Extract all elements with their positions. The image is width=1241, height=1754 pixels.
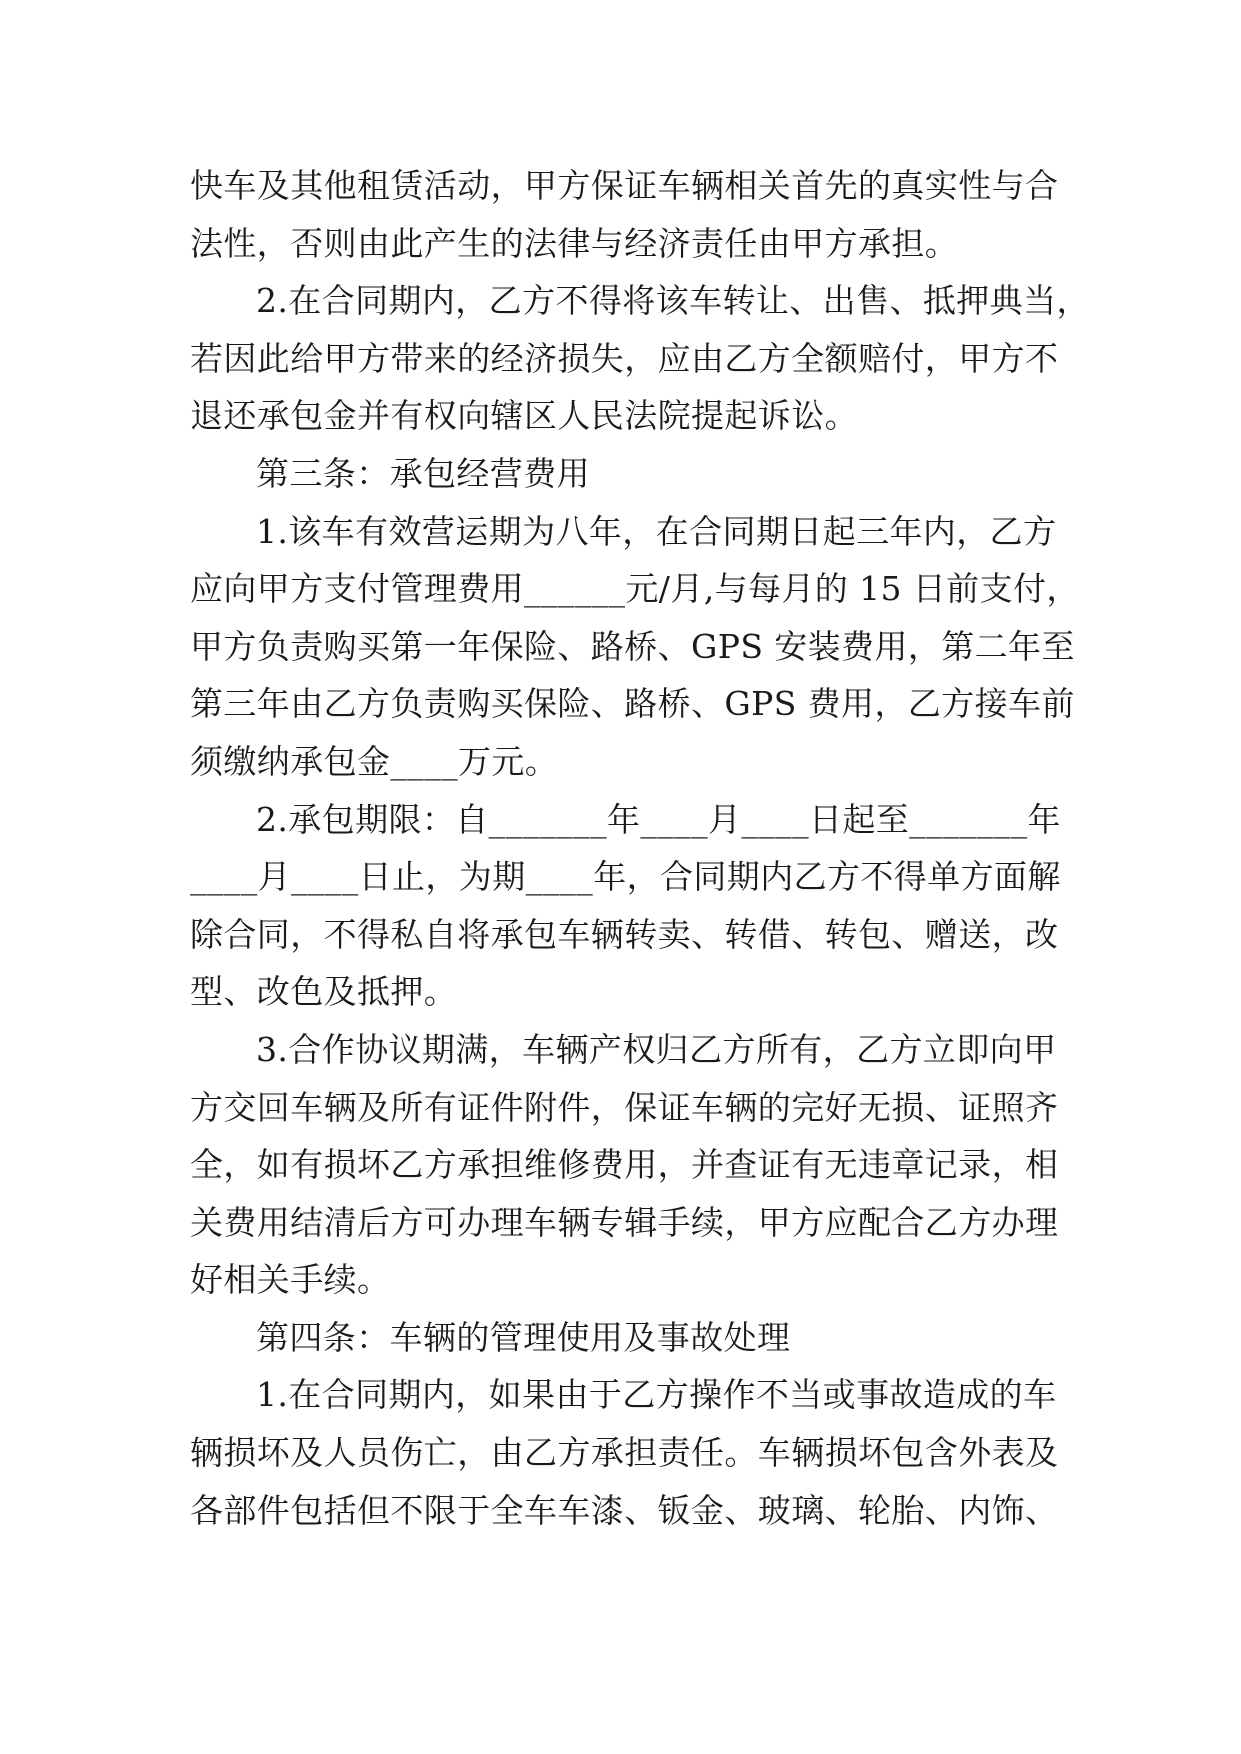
text-line: ____月____日止，为期____年，合同期内乙方不得单方面解 [190, 857, 1061, 897]
document-body [190, 157, 1090, 1539]
text-line: 各部件包括但不限于全车车漆、钣金、玻璃、轮胎、内饰、 [190, 1490, 1059, 1530]
text-line: 方交回车辆及所有证件附件，保证车辆的完好无损、证照齐 [190, 1087, 1059, 1127]
text-line: 1.在合同期内，如果由于乙方操作不当或事故造成的车 [256, 1375, 1057, 1415]
text-line: 除合同，不得私自将承包车辆转卖、转借、转包、赠送，改 [190, 914, 1059, 954]
text-line: 1.该车有效营运期为八年，在合同期日起三年内，乙方 [256, 511, 1057, 551]
text-line: 甲方负责购买第一年保险、路桥、GPS 安装费用，第二年至 [190, 626, 1075, 666]
text-line: 3.合作协议期满，车辆产权归乙方所有，乙方立即向甲 [256, 1029, 1057, 1069]
text-line: 退还承包金并有权向辖区人民法院提起诉讼。 [190, 396, 858, 436]
text-line: 若因此给甲方带来的经济损失，应由乙方全额赔付，甲方不 [190, 338, 1059, 378]
text-line: 2.承包期限：自_______年____月____日起至_______年 [256, 799, 1061, 839]
text-line: 关费用结清后方可办理车辆专辑手续，甲方应配合乙方办理 [190, 1202, 1059, 1242]
text-line: 型、改色及抵押。 [190, 972, 458, 1012]
text-line: 辆损坏及人员伤亡，由乙方承担责任。车辆损坏包含外表及 [190, 1433, 1059, 1473]
text-line: 第三年由乙方负责购买保险、路桥、GPS 费用，乙方接车前 [190, 684, 1075, 724]
text-line: 法性，否则由此产生的法律与经济责任由甲方承担。 [190, 223, 959, 263]
section-heading: 第四条：车辆的管理使用及事故处理 [256, 1317, 791, 1357]
text-line: 快车及其他租赁活动，甲方保证车辆相关首先的真实性与合 [190, 166, 1059, 205]
section-heading: 第三条：承包经营费用 [256, 453, 590, 493]
text-line: 全，如有损坏乙方承担维修费用，并查证有无违章记录，相 [190, 1145, 1059, 1185]
text-line: 2.在合同期内，乙方不得将该车转让、出售、抵押典当， [256, 281, 1090, 321]
text-line: 好相关手续。 [190, 1260, 391, 1300]
text-line: 须缴纳承包金____万元。 [190, 741, 559, 781]
text-line: 应向甲方支付管理费用______元/月,与每月的 15 日前支付， [190, 569, 1080, 609]
